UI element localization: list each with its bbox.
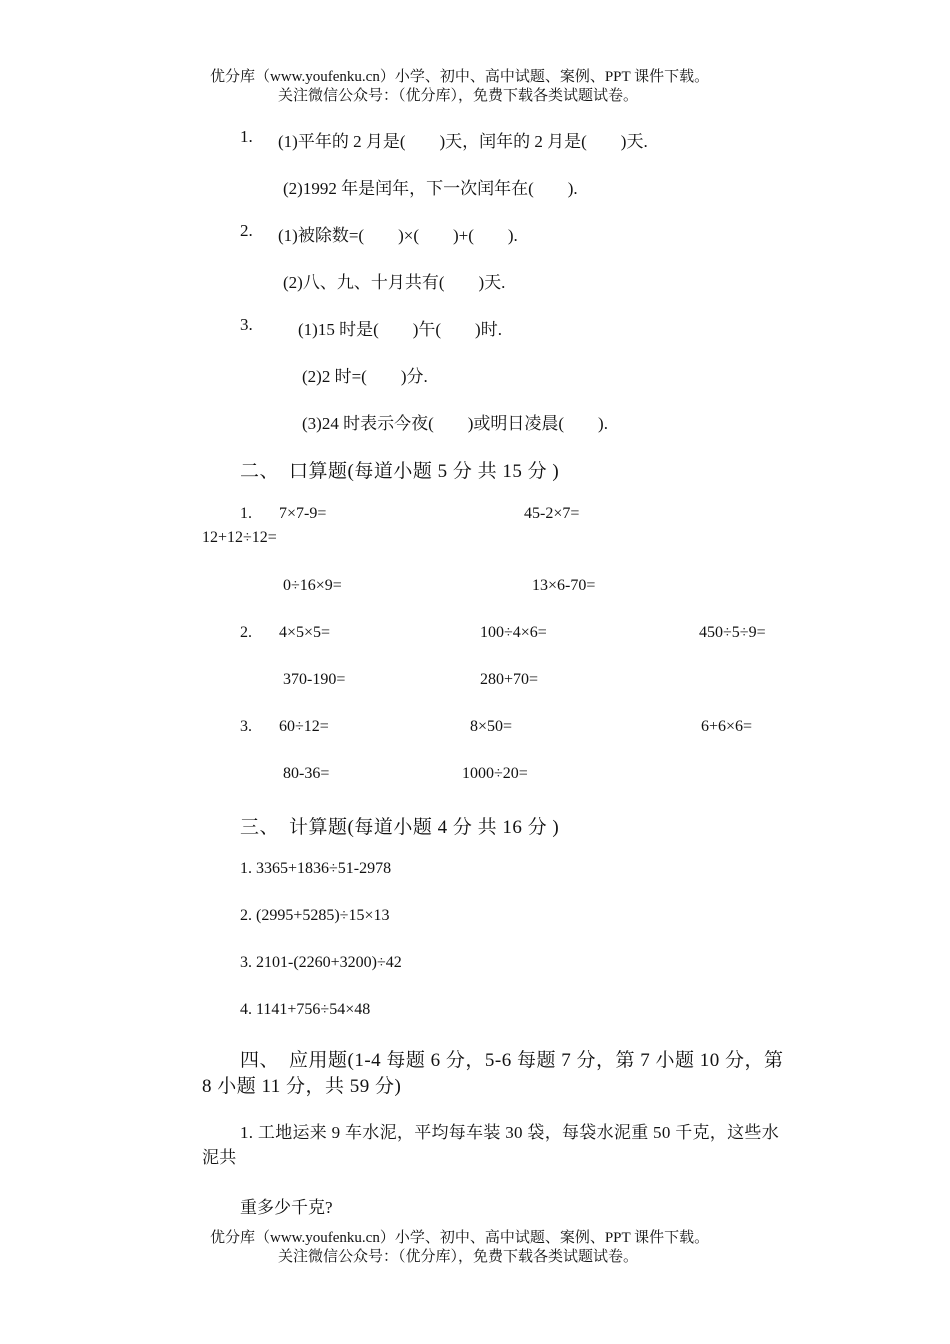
q3-part-b: (2)2 时=( )分.	[302, 367, 428, 386]
q1-label: 1.	[240, 127, 253, 146]
s2-q3-expr-2: 8×50=	[470, 718, 513, 735]
s2-q1-label: 1.	[240, 505, 252, 522]
section2-title: 二、 口算题(每道小题 5 分 共 15 分 )	[240, 461, 560, 482]
s2-q1-expr-4: 0÷16×9=	[283, 577, 342, 594]
s2-q1-expr-1: 7×7-9=	[279, 505, 327, 522]
q1-part-b: (2)1992 年是闰年，下一次闰年在( ).	[283, 179, 582, 198]
header-line-2: 关注微信公众号：（优分库），免费下载各类试题试卷。	[278, 88, 639, 104]
q2-part-b: (2)八、九、十月共有( )天.	[283, 273, 506, 292]
q3-label: 3.	[240, 315, 253, 334]
s2-q2-expr-2: 100÷4×6=	[480, 624, 547, 641]
q1-part-a: (1)平年的 2 月是( )天，闰年的 2 月是( )天.	[278, 132, 648, 151]
header-line-1: 优分库（www.youfenku.cn）小学、初中、高中试题、案例、PPT 课件下载。	[210, 69, 710, 85]
s2-q3-expr-4: 80-36=	[283, 765, 330, 782]
s2-q3-expr-1: 60÷12=	[279, 718, 329, 735]
s2-q2-expr-3: 450÷5÷9=	[699, 624, 766, 641]
s4-q1-continuation: 重多少千克?	[240, 1198, 333, 1217]
q3-part-c: (3)24 时表示今夜( )或明日凌晨( ).	[302, 414, 608, 433]
footer-line-1: 优分库（www.youfenku.cn）小学、初中、高中试题、案例、PPT 课件下载。	[210, 1230, 710, 1246]
section4-title: 四、 应用题(1-4 每题 6 分，5-6 每题 7 分，第 7 小题 10 分，第 8 小题 11 分，共 59 分)	[202, 1050, 784, 1097]
s4-q1-text: 1. 工地运来 9 车水泥，平均每车装 30 袋，每袋水泥重 50 千克，这些水泥共	[202, 1123, 779, 1167]
s3-item-3: 3. 2101-(2260+3200)÷42	[240, 954, 402, 971]
s2-q3-expr-5: 1000÷20=	[462, 765, 528, 782]
s2-q1-expr-3: 12+12÷12=	[202, 529, 277, 546]
s2-q2-label: 2.	[240, 624, 252, 641]
s2-q2-expr-1: 4×5×5=	[279, 624, 331, 641]
footer-line-2: 关注微信公众号：（优分库），免费下载各类试题试卷。	[278, 1249, 639, 1265]
s3-item-2: 2. (2995+5285)÷15×13	[240, 907, 390, 924]
s2-q2-expr-5: 280+70=	[480, 671, 539, 688]
section3-title: 三、 计算题(每道小题 4 分 共 16 分 )	[240, 817, 560, 838]
s2-q1-expr-2: 45-2×7=	[524, 505, 580, 522]
s2-q1-expr-5: 13×6-70=	[532, 577, 596, 594]
s3-item-4: 4. 1141+756÷54×48	[240, 1001, 371, 1018]
q3-part-a: (1)15 时是( )午( )时.	[298, 320, 502, 339]
s2-q3-label: 3.	[240, 718, 252, 735]
s2-q2-expr-4: 370-190=	[283, 671, 346, 688]
s3-item-1: 1. 3365+1836÷51-2978	[240, 860, 392, 877]
q2-label: 2.	[240, 221, 253, 240]
s2-q3-expr-3: 6+6×6=	[701, 718, 753, 735]
q2-part-a: (1)被除数=( )×( )+( ).	[278, 226, 518, 245]
